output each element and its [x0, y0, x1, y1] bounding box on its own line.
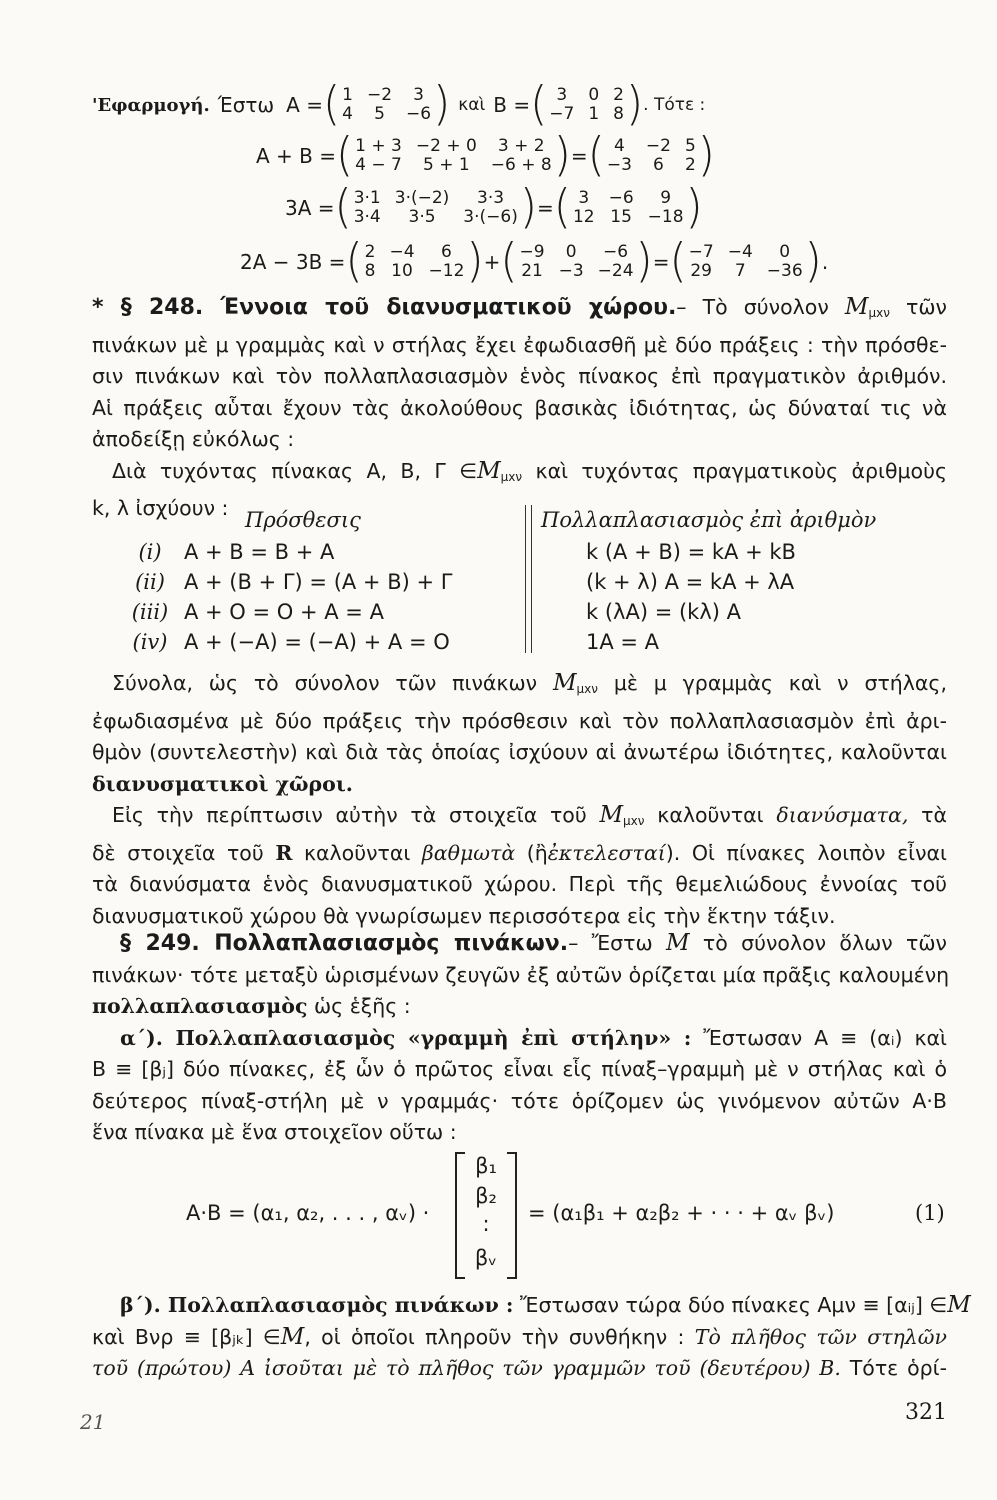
addition-property: A + (−A) = (−A) + A = O [184, 630, 450, 654]
beta-n: βᵥ [474, 1246, 498, 1270]
multiplication-term: πολλαπλασιασμὸς [92, 994, 308, 1018]
example-scalar [285, 180, 703, 235]
mxn-subscript: μxν [500, 469, 523, 484]
section-249-a-line4: ἕνα πίνακα μὲ ἕνα στοιχεῖον οὕτω : [92, 1120, 457, 1144]
summary-p2-line2f: ). Οἱ πίνακες λοιπὸν εἶναι [665, 840, 947, 865]
example-intro: Έστω [217, 93, 275, 117]
page-number: 321 [905, 1400, 947, 1425]
scalar-lhs: 3A = [285, 196, 335, 220]
section-248-line3: σιν πινάκων καὶ τὸν πολλαπλασιασμὸν ἑνὸς πίνακος ἐπὶ πραγματικὸν ἀριθμόν. [92, 364, 947, 388]
column-divider [525, 505, 532, 653]
set-m-symbol: M [844, 294, 869, 320]
addition-property: A + B = B + A [184, 540, 335, 564]
vectors-term: διανύσματα, [776, 803, 909, 827]
section-249-a-line3: δεύτερος πίναξ-στήλη μὲ ν γραμμάς· τότε ὁρίζομεν ὡς γινόμενον αὐτῶν A·B [92, 1088, 947, 1113]
difference-matrix-2: ( −9 0 −6 21 −3 −24 ) [500, 234, 653, 289]
property-label: (iv) [132, 630, 168, 654]
vertical-dots: : [482, 1212, 490, 1236]
multiplication-property-4: 1A = A [586, 630, 660, 654]
summary-line1a: Σύνολα, ὡς τὸ σύνολον τῶν πινάκων [112, 671, 538, 695]
property-row-3 [116, 600, 384, 624]
beta-2: β₂ [475, 1184, 497, 1208]
section-248-line2: πινάκων μὲ μ γραμμὰς καὶ ν στήλας ἔχει ἐφωδιασθῆ μὲ δύο πράξεις : τὴν πρόσθε- [92, 332, 947, 357]
column-vector-beta [455, 1152, 517, 1277]
summary-line2: ἐφωδιασμένα μὲ δύο πράξεις τὴν πρόσθεσιν καὶ τὸν πολλαπλασιασμὸν ἐπὶ ἀρι- [92, 708, 947, 733]
equals-sign: = [652, 250, 670, 274]
matrix-b: ( 3 0 2 −7 1 8 ) [530, 77, 644, 132]
summary-p2-line2d: (ἢ [526, 840, 548, 865]
section-249-b [92, 1290, 971, 1385]
vector-spaces-term: διανυσματικοὶ χῶροι. [92, 771, 353, 796]
multiplication-property-1: k (A + B) = kA + kB [586, 540, 796, 564]
property-row-4 [116, 630, 450, 654]
example-difference [240, 234, 829, 289]
equals-sign: = [537, 196, 554, 220]
example-sum [256, 128, 715, 183]
real-numbers-symbol: R [275, 840, 293, 865]
summary-line3: θμὸν (συντελεστὴν) καὶ διὰ τὰς ὁποίας ἰσχύουν αἱ ἀνωτέρω ἰδιότητες, καλοῦνται [92, 740, 947, 764]
section-249-line3b: ὡς ἑξῆς : [313, 994, 411, 1018]
difference-lhs: 2A − 3B = [240, 250, 346, 274]
section-248-line4: Αἱ πράξεις αὗται ἔχουν τὰς ἀκολούθους βασικὰς ἰδιότητας, ὡς δύναταί τις νὰ [92, 395, 947, 420]
matrix-a: ( 1 −2 3 4 5 −6 ) [322, 77, 451, 132]
summary-p2-line4: διανυσματικοῦ χώρου θὰ γνωρίσωμεν περισσότερα εἰς τὴν ἕκτην τάξιν. [92, 903, 836, 928]
mxn-subscript: μxν [576, 682, 598, 696]
condition-text-2: τοῦ (πρώτου) A ἰσοῦται μὲ τὸ πλῆθος τῶν γραμμῶν τοῦ (δευτέρου) B. [92, 1356, 841, 1380]
summary-p2-line1a: Εἰς τὴν περίπτωσιν αὐτὴν τὰ στοιχεῖα τοῦ [112, 803, 587, 827]
plus-sign: + [483, 250, 501, 274]
period: . [821, 250, 829, 274]
section-249-line1b: τὸ σύνολον ὅλων τῶν [702, 931, 947, 955]
set-m-symbol: M [477, 457, 501, 484]
section-249-b-line3b: Τότε ὁρί- [849, 1356, 947, 1380]
section-248-line7: k, λ ἰσχύουν : [92, 496, 229, 520]
summary-p2-line1b: καλοῦνται [657, 803, 764, 827]
executors-term: ἐκτελεσταί [547, 840, 666, 865]
mxn-subscript: μxν [868, 306, 890, 320]
section-249-b-line2b: , οἱ ὁποῖοι πληροῦν τὴν συνθήκην : [304, 1324, 685, 1349]
section-248-line6b: καὶ τυχόντας πραγματικοὺς ἀριθμοὺς [535, 458, 947, 483]
addition-property: A + O = O + A = A [184, 600, 384, 624]
matrix-a-lhs: A = [286, 93, 323, 117]
then-word: . Τότε : [643, 95, 706, 115]
summary-p2-line2a: δὲ στοιχεῖα τοῦ [92, 840, 264, 865]
signature-mark: 21 [80, 1410, 106, 1434]
section-248 [92, 292, 947, 525]
set-m-symbol: M [665, 930, 690, 956]
section-248-intro: – Τὸ σύνολον [676, 295, 829, 319]
mxn-subscript: μxν [623, 814, 645, 828]
property-row-1 [116, 540, 334, 564]
section-248-line6a: Διὰ τυχόντας πίνακας A, B, Γ ∈ [112, 458, 478, 483]
beta-1: β₁ [475, 1154, 497, 1178]
and-word: καὶ [458, 95, 486, 115]
set-m-symbol: M [599, 802, 624, 828]
section-248-heading: * § 248. Έννοια τοῦ διανυσματικοῦ χώρου. [92, 295, 677, 320]
sum-expression-matrix: ( 1 + 3 −2 + 0 3 + 2 4 − 7 5 + 1 −6 + 8 ) [336, 128, 571, 183]
section-249-line1a: – Ἔστω [568, 931, 653, 955]
set-m-symbol: M [947, 1292, 971, 1318]
property-label: (i) [138, 540, 162, 564]
section-249-heading: § 249. Πολλαπλασιασμὸς πινάκων. [120, 931, 569, 956]
formula-number: (1) [915, 1201, 945, 1225]
row-by-column-title: α΄). Πολλαπλασιασμὸς «γραμμὴ ἐπὶ στήλην» : [120, 1025, 692, 1050]
formula-lhs: A·B = (α₁, α₂, . . . , αᵥ) · [186, 1201, 430, 1225]
example-label: 'Εφαρμογή. [92, 94, 210, 116]
property-label: (iii) [131, 600, 169, 624]
matrix-multiplication-title: β΄). Πολλαπλασιασμὸς πινάκων : [120, 1293, 514, 1317]
scalars-term: βαθμωτὰ [421, 840, 516, 865]
condition-text-1: Τὸ πλῆθος τῶν στηλῶν [694, 1324, 947, 1349]
section-248-line5: ἀποδείξῃ εὐκόλως : [92, 427, 295, 451]
property-label: (ii) [135, 570, 165, 594]
multiplication-property-2: (k + λ) A = kA + λA [586, 570, 795, 594]
scalar-expression-matrix: ( 3·1 3·(−2) 3·3 3·4 3·5 3·(−6) ) [334, 180, 538, 235]
section-249-b-line2a: καὶ Bνρ ≡ [βⱼₖ] ∈ [92, 1324, 281, 1349]
property-row-2 [116, 570, 452, 594]
difference-matrix-1: ( 2 −4 6 8 10 −12 ) [345, 234, 484, 289]
multiplication-title: Πολλαπλασιασμὸς ἐπὶ ἀριθμὸν [541, 508, 877, 532]
set-m-symbol: M [280, 1323, 305, 1350]
sum-lhs: A + B = [256, 144, 336, 168]
matrix-b-lhs: B = [493, 93, 531, 117]
summary-p2-line3: τὰ διανύσματα ἑνὸς διανυσματικοῦ χώρου. Περὶ τῆς θεμελιώδους ἐννοίας τοῦ [92, 872, 947, 896]
summary-paragraph [92, 668, 947, 932]
section-249-a-line1b: Ἔστωσαν A ≡ (αᵢ) καὶ [703, 1025, 947, 1050]
summary-line1b: μὲ μ γραμμὰς καὶ ν στήλας, [613, 671, 947, 695]
sum-result-matrix: ( 4 −2 5 −3 6 2 ) [587, 128, 715, 183]
formula-rhs: = (α₁β₁ + α₂β₂ + · · · + αᵥ βᵥ) [528, 1201, 835, 1225]
addition-title: Πρόσθεσις [245, 508, 361, 532]
addition-property: A + (B + Γ) = (A + B) + Γ [184, 570, 453, 594]
scalar-result-matrix: ( 3 −6 9 12 15 −18 ) [553, 180, 703, 235]
equals-sign: = [570, 144, 588, 168]
section-249 [92, 928, 950, 1149]
multiplication-property-3: k (λA) = (kλ) A [586, 600, 741, 624]
summary-p2-line1d: τὰ [921, 803, 947, 827]
section-249-line2: πινάκων· τότε μεταξὺ ὡρισμένων ζευγῶν ἐξ αὐτῶν ὁρίζεται μία πρᾶξις καλουμένη [92, 962, 950, 987]
section-249-b-line1b: Ἔστωσαν τώρα δύο πίνακες Aμν ≡ [αᵢⱼ] ∈ [520, 1293, 948, 1317]
example-line-1 [92, 77, 706, 132]
summary-p2-line2b: καλοῦνται [303, 840, 411, 865]
section-249-a-line2: B ≡ [βⱼ] δύο πίνακες, ἐξ ὧν ὁ πρῶτος εἶναι εἷς πίναξ–γραμμὴ μὲ ν στήλας καὶ ὁ [92, 1057, 947, 1081]
set-m-symbol: M [552, 670, 577, 696]
section-248-line1-tail: τῶν [906, 295, 947, 319]
difference-result-matrix: ( −7 −4 0 29 7 −36 ) [669, 234, 822, 289]
